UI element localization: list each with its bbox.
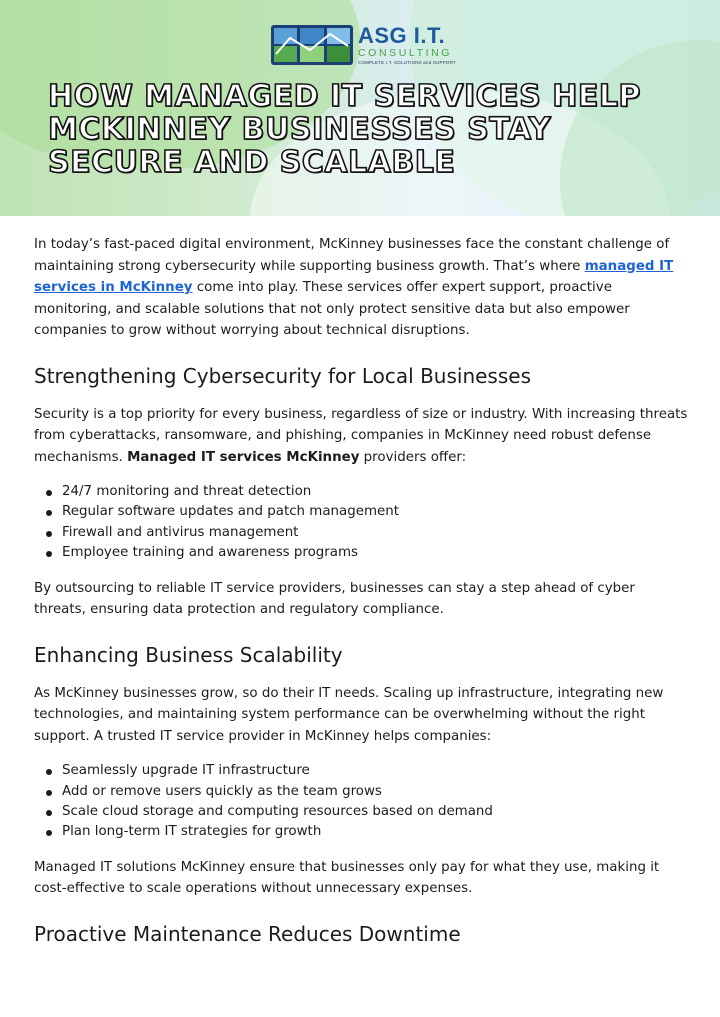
- list-item: Seamlessly upgrade IT infrastructure: [62, 761, 690, 781]
- list-item: Employee training and awareness programs: [62, 543, 690, 563]
- section-text-start: Security is a top priority for every business, regardless of size or industry. With increasing threats from cyberattacks, ransomware, and phishing, companies in McKinney need robust defense mechanisms.: [34, 406, 688, 465]
- header-banner: [0, 0, 720, 216]
- list-item: 24/7 monitoring and threat detection: [62, 482, 690, 502]
- section-text-end: providers offer:: [359, 449, 467, 465]
- section-heading-cybersecurity: Strengthening Cybersecurity for Local Businesses: [34, 363, 531, 388]
- bullet-list: [34, 482, 690, 564]
- list-item: Add or remove users quickly as the team grows: [62, 782, 690, 802]
- list-item: Firewall and antivirus management: [62, 523, 690, 543]
- page-title: HOW MANAGED IT SERVICES HELP MCKINNEY BUSINESSES STAY SECURE AND SCALABLE: [48, 79, 641, 180]
- section-heading-maintenance: Proactive Maintenance Reduces Downtime: [34, 921, 461, 946]
- section-paragraph: As McKinney businesses grow, so do their IT needs. Scaling up infrastructure, integrating new technologies, and maintaining system performance can be overwhelming without the right support. A trusted IT service provider in McKinney helps companies:: [34, 685, 664, 744]
- logo-icon: [270, 24, 354, 66]
- managed-it-services-link[interactable]: managed IT services in McKinney: [34, 258, 674, 295]
- list-item: Regular software updates and patch management: [62, 502, 690, 522]
- bullet-list: [34, 761, 690, 843]
- list-item: Plan long-term IT strategies for growth: [62, 822, 690, 842]
- intro-text-end: come into play. These services offer expert support, proactive monitoring, and scalable solutions that not only protect sensitive data but also empower companies to grow without worrying about technical disruptions.: [34, 280, 630, 338]
- intro-text-start: In today’s fast-paced digital environment, McKinney businesses face the constant challenge of maintaining strong cybersecurity while supporting business growth. That’s where: [34, 237, 670, 274]
- logo-name: ASG I.T.: [358, 23, 446, 48]
- logo-tagline: COMPLETE I.T. SOLUTIONS and SUPPORT: [358, 59, 456, 65]
- section-closing-paragraph: Managed IT solutions McKinney ensure that businesses only pay for what they use, making it cost-effective to scale operations without unnecessary expenses.: [34, 859, 660, 897]
- logo-subtitle: CONSULTING: [358, 47, 453, 59]
- section-paragraph: [34, 404, 690, 469]
- bold-text: Managed IT services McKinney: [127, 449, 360, 465]
- section-heading-scalability: Enhancing Business Scalability: [34, 642, 343, 667]
- intro-paragraph: [34, 234, 690, 342]
- company-logo: [270, 22, 456, 68]
- list-item: Scale cloud storage and computing resources based on demand: [62, 802, 690, 822]
- article-body: [34, 234, 690, 962]
- section-closing-paragraph: By outsourcing to reliable IT service providers, businesses can stay a step ahead of cyber threats, ensuring data protection and regulatory compliance.: [34, 580, 635, 618]
